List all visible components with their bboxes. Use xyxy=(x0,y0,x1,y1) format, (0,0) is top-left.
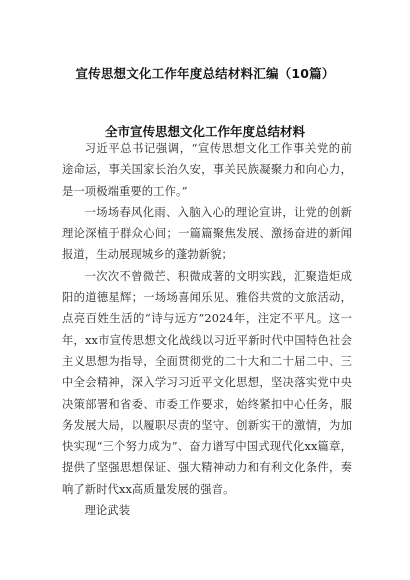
paragraph: 一次次不曾微芒、积微成著的文明实践，汇聚造炬成阳的道德星辉；一场场喜闻乐见、雅俗共赏的文旅活动，点亮百姓生活的“诗与远方”2024年，注定不平凡。这一年，xx市宣传思想文化战线以习近平新时代中国特色社会主义思想为指导，全面贯彻党的二十大和二十届二中、三中全会精神，深入学习习近平文化思想，坚决落实党中央决策部署和省委、市委工作要求，始终紧扣中心任务，服务发展大局，以履职尽责的坚守、创新实干的激情，为加快实现“三个努力成为”、奋力谱写中国式现代化xx篇章，提供了坚强思想保证、强大精神动力和有利文化条件，奏响了新时代xx高质量发展的强音。 xyxy=(62,269,352,496)
paragraph: 习近平总书记强调，“宣传思想文化工作事关党的前途命运，事关国家长治久安，事关民族凝聚力和向心力，是一项极端重要的工作。” xyxy=(62,142,352,198)
paragraph: 一场场春风化雨、入脑入心的理论宣讲，让党的创新理论深植于群众心间；一篇篇聚焦发展、激扬奋进的新闻报道，生动展现城乡的蓬勃新貌； xyxy=(62,205,352,262)
document-title: 宣传思想文化工作年度总结材料汇编（10篇） xyxy=(75,66,335,81)
document-body xyxy=(62,138,352,521)
section-title: 全市宣传思想文化工作年度总结材料 xyxy=(104,124,305,139)
subheading: 理论武装 xyxy=(84,504,131,518)
